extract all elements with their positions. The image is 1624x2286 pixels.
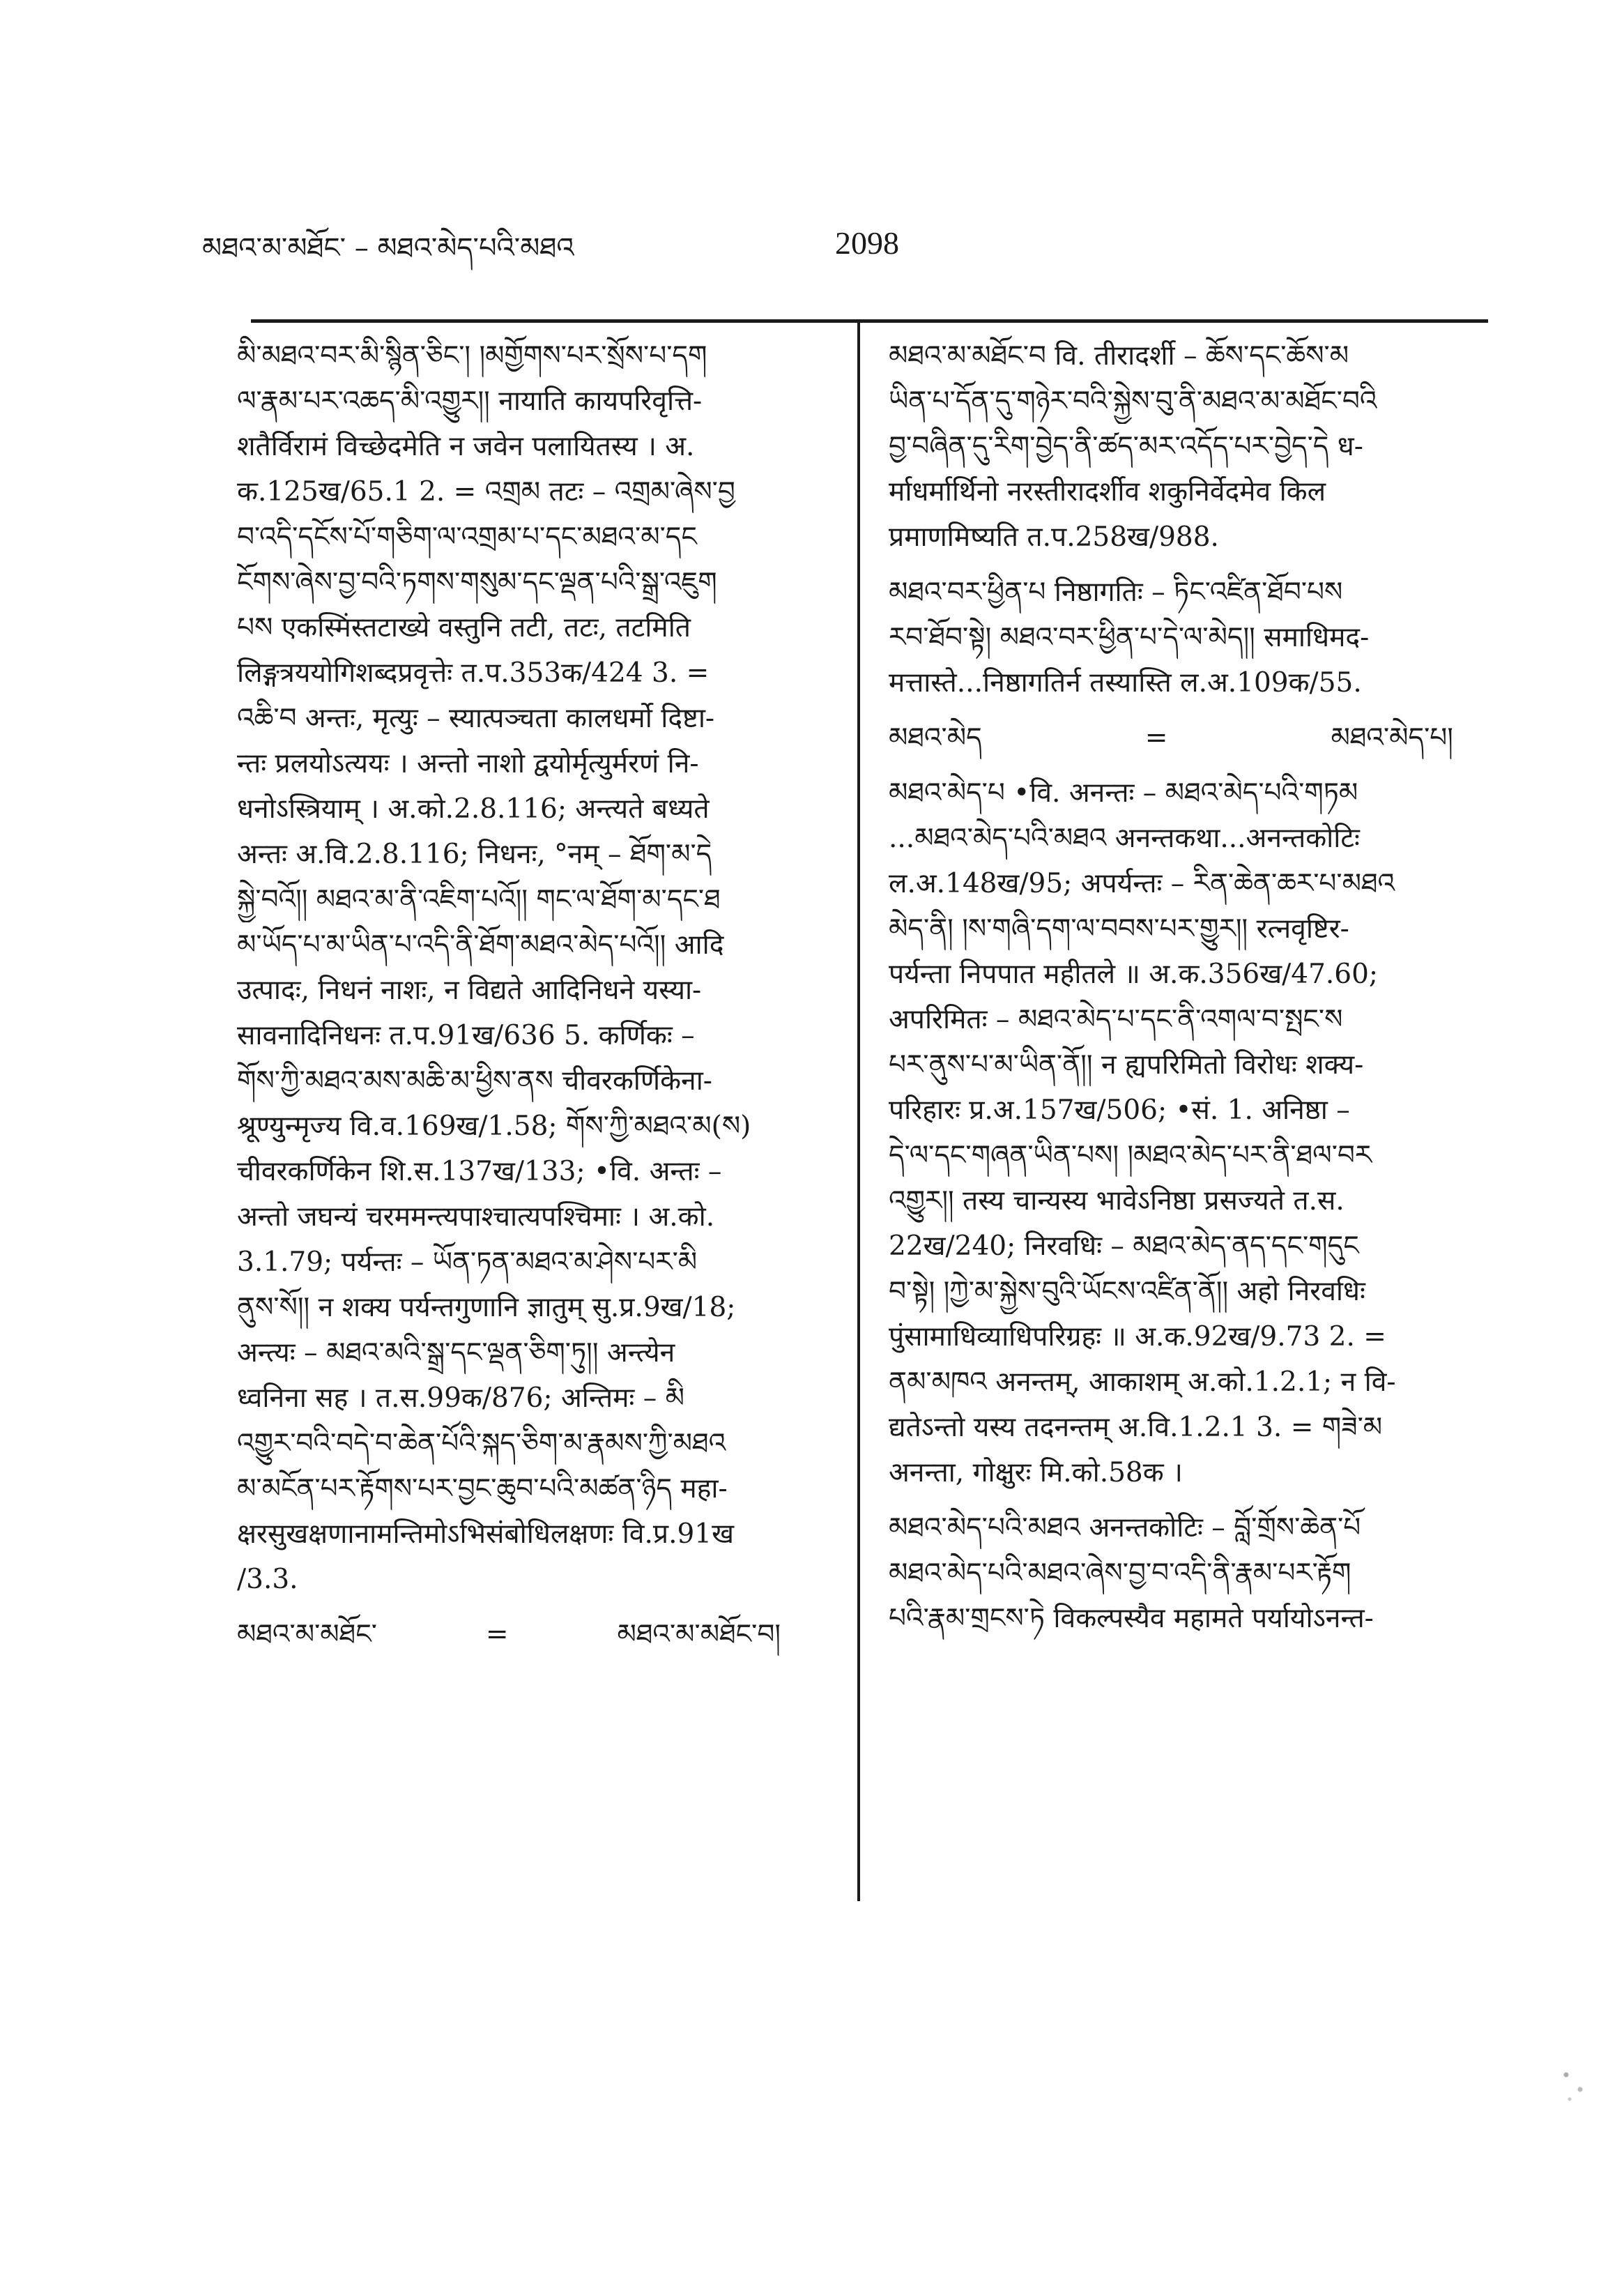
dictionary-entry [889,333,1509,560]
text-line: མཐའ་མེད་པ •वि. अनन्तः – མཐའ་མེད་པའི་གཏམ [889,777,1358,809]
text-line: पर्यन्ता निपपात महीतले ॥ अ.क.356ख/47.60; [889,959,1379,990]
text-line: ནམ་མཁའ अनन्तम्, आकाशम् अ.को.1.2.1; न वि- [889,1366,1396,1398]
text-line: དེ་ལ་དང་གཞན་ཡིན་པས། །མཐའ་མེད་པར་ནི་ཐལ་བར [889,1140,1372,1171]
text-line: 3.1.79; पर्यन्तः – ཡོན་ཏན་མཐའ་མ་ཤེས་པར་མི [237,1247,698,1278]
text-line: अन्तो जघन्यं चरममन्त्यपाश्चात्यपश्चिमाः । अ.को. [237,1201,715,1233]
text-line: अन्तः अ.वि.2.8.116; निधनः, °नम् – ཐོག་མ་དེ [237,839,712,870]
text-line: རབ་ཐོབ་སྟེ། མཐའ་བར་ཕྱིན་པ་དེ་ལ་མེད།། समाधिमद- [889,622,1370,653]
text-line: ध्वनिना सह । त.स.99क/876; अन्तिमः – མི [237,1382,684,1414]
right-column [889,333,1509,1651]
text-line: न्तः प्रलयोऽत्ययः । अन्तो नाशो द्वयोर्मृत्युर्मरणं नि- [237,748,699,779]
text-line: ...མཐའ་མེད་པའི་མཐའ अनन्तकथा...अनन्तकोटिः [889,823,1360,854]
text-line: གོས་ཀྱི་མཐའ་མས་མཆི་མ་ཕྱིས་ནས चीवरकर्णिकेना- [237,1065,712,1097]
text-line: སྐྱེ་བའོ།། མཐའ་མ་ནི་འཇིག་པའོ།། གང་ལ་ཐོག་མ་དང་ཐ [237,884,721,915]
text-line: འགྱུར།། तस्य चान्यस्य भावेऽनिष्ठा प्रसज्यते त.स. [889,1185,1345,1217]
text-line: परिहारः प्र.अ.157ख/506; •सं. 1. अनिष्ठा – [889,1095,1350,1126]
text-line: ནུས་སོ།། न शक्य पर्यन्तगुणानि ज्ञातुम् सु.प्र.9ख/18; [237,1292,736,1323]
text-line: लिङ्गत्रययोगिशब्दप्रवृत्तेः त.प.353क/424 3. = [237,657,710,689]
text-line: མཐའ་མ་མཐོང་བ वि. तीरादर्शी – ཆོས་དང་ཆོས་མ [889,340,1349,372]
text-line: མ་མངོན་པར་རྟོགས་པར་བྱང་ཆུབ་པའི་མཚན་ཉིད महा- [237,1473,728,1504]
text-line: ल.अ.148ख/95; अपर्यन्तः – རིན་ཆེན་ཆར་པ་མཐའ [889,868,1395,899]
dictionary-entry [889,770,1509,1495]
text-line: शतैर्विरामं विच्छेदमेति न जवेन पलायितस्य । अ. [237,431,695,462]
left-column-text [237,333,836,1602]
text-line: ངོགས་ཞེས་བྱ་བའི་ཏགས་གསུམ་དང་ལྡན་པའི་སྒྲ་འཇུག [237,567,717,598]
crossref-target: མཐའ་མ་མཐོང་བ། [617,1619,781,1650]
text-line: མེད་ནི། །ས་གཞི་དག་ལ་བབས་པར་གྱུར།། रत्नवृष्टिर- [889,913,1349,945]
text-line: བ་འདི་དངོས་པོ་གཅིག་ལ་འགྲམ་པ་དང་མཐའ་མ་དང [237,521,697,553]
text-line: མཐའ་མེད་པའི་མཐའ་ཞེས་བྱ་བ་འདི་ནི་རྣམ་པར་རྟོག [889,1557,1351,1589]
text-line: क.125ख/65.1 2. = འགྲམ तटः – འགྲམ་ཞེས་བྱ [237,476,735,508]
crossref-term: མཐའ་མ་མཐོང་ [237,1619,377,1650]
text-line: མཐའ་མེད་པའི་མཐའ अनन्तकोटिः – བློ་གྲོས་ཆེན་པོ [889,1512,1361,1544]
text-line: उत्पादः, निधनं नाशः, न विद्यते आदिनिधने यस्या- [237,975,702,1006]
dictionary-entry [889,570,1509,706]
text-line: मत्तास्ते...निष्ठागतिर्न तस्यास्ति ल.अ.109क/55. [889,667,1362,699]
text-line: द्यतेऽन्तो यस्य तदनन्तम् अ.वि.1.2.1 3. = གཟེ་མ [889,1412,1383,1443]
text-line: अनन्ता, गोक्षुरः मि.को.58क । [889,1457,1183,1488]
left-column [237,333,836,1657]
text-line: सावनादिनिधनः त.प.91ख/636 5. कर्णिकः – [237,1020,695,1051]
text-line: ལ་རྣམ་པར་འཆད་མི་འགྱུར།། नायाति कायपरिवृत्ति- [237,386,703,417]
text-line: पुंसामाधिव्याधिपरिग्रहः ॥ अ.क.92ख/9.73 2. = [889,1321,1386,1352]
text-line: བ་སྟེ། །ཀྱེ་མ་སྐྱེས་བུའི་ཡོངས་འཛིན་ནོ།། अहो निरवधिः [889,1276,1365,1307]
page-number: 2098 [835,225,899,261]
text-line: པར་ནུས་པ་མ་ཡིན་ནོ།། न ह्यपरिमितो विरोधः शक्य- [889,1049,1364,1081]
text-line: འཆི་བ अन्तः, मृत्युः – स्यात्पञ्चता कालधर्मो दिष्टा- [237,703,715,734]
text-line: श्रूण्युन्मृज्य वि.व.169ख/1.58; གོས་ཀྱི་མཐའ་མ(ས) [237,1111,751,1142]
dictionary-entry [889,715,1509,761]
crossref-equals: = [1144,722,1168,754]
crossref-target: མཐའ་མེད་པ། [1331,722,1453,754]
text-line: प्रमाणमिष्यति त.प.258ख/988. [889,521,1219,553]
text-line: བྱ་བཞིན་དུ་རིག་བྱེད་ནི་ཚད་མར་འདོད་པར་བྱེད་དེ ध- [889,431,1363,462]
text-line: क्षरसुखक्षणानामन्तिमोऽभिसंबोधिलक्षणः वि.प्र.91ख [237,1518,735,1550]
text-line: अन्त्यः – མཐའ་མའི་སྒྲ་དང་ལྡན་ཅིག་ཏུ།། अन्त्येन [237,1337,675,1369]
text-line: र्माधर्मार्थिनो नरस्तीरादर्शीव शकुनिर्वेदमेव किल [889,476,1326,508]
text-line: པའི་རྣམ་གྲངས་ཏེ विकल्पस्यैव महामते पर्यायोऽनन्त- [889,1603,1374,1634]
dictionary-entry [889,1505,1509,1641]
text-line: མ་ཡོད་པ་མ་ཡིན་པ་འདི་ནི་ཐོག་མཐའ་མེད་པའོ།། आदि [237,929,724,961]
text-line: धनोऽस्त्रियाम् । अ.को.2.8.116; अन्त्यते बध्यते [237,793,710,825]
scan-artifact [1556,2060,1591,2109]
text-line: འགྱུར་བའི་བདེ་བ་ཆེན་པོའི་སྐད་ཅིག་མ་རྣམས་ཀྱི་མཐའ [237,1428,726,1459]
text-line: 22ख/240; निरवधिः – མཐའ་མེད་ནད་དང་གདུང [889,1230,1359,1262]
text-line: ཡིན་པ་དོན་དུ་གཉེར་བའི་སྐྱེས་བུ་ནི་མཐའ་མ་མཐོང་བའི [889,386,1377,417]
header-rule [251,319,1488,323]
running-header-title: མཐའ་མ་མཐོང་ – མཐའ་མེད་པའི་མཐའ [202,232,574,264]
right-column-entries [889,333,1509,1641]
text-line: མི་མཐའ་བར་མི་སྙིན་ཅིང་། །མགྱོགས་པར་སྲོས་པ་དག [237,340,707,372]
crossref-term: མཐའ་མེད [889,722,982,754]
text-line: པས एकस्मिंस्तटाख्ये वस्तुनि तटी, तटः, तटमिति [237,612,691,643]
column-divider [857,322,860,1901]
crossref-entry [237,1612,836,1657]
text-line: अपरिमितः – མཐའ་མེད་པ་དང་ནི་འགལ་བ་སྤང་ས [889,1004,1343,1035]
text-line: चीवरकर्णिकेन शि.स.137ख/133; •वि. अन्तः – [237,1156,722,1187]
crossref-equals: = [485,1619,509,1650]
text-line: /3.3. [237,1564,298,1595]
text-line: མཐའ་བར་ཕྱིན་པ निष्ठागतिः – ཏིང་འཛིན་ཐོབ་པས [889,577,1343,608]
